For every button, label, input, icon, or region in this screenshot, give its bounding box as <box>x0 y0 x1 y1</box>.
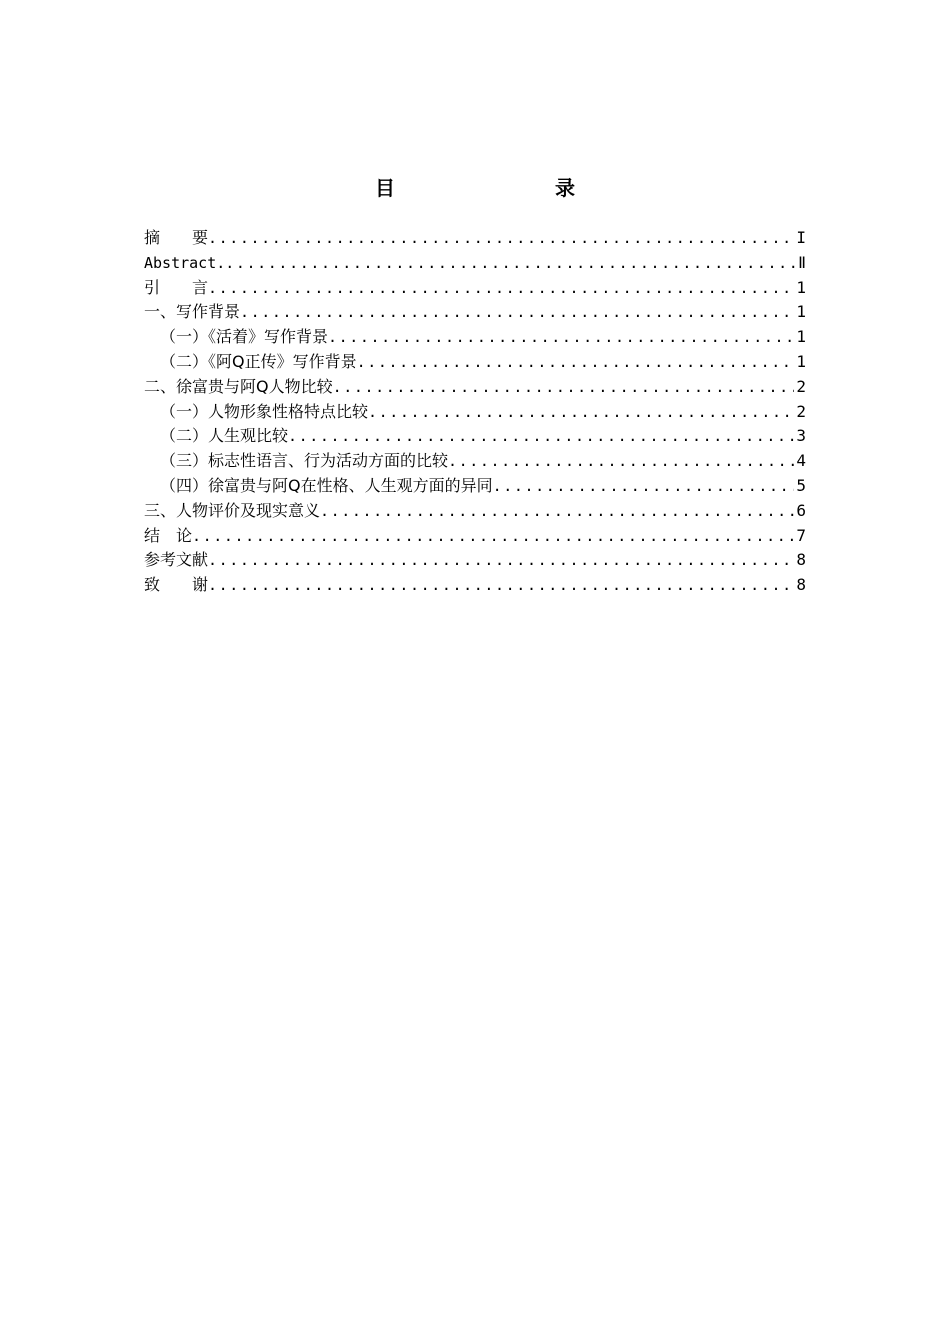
toc-entry-label: （四）徐富贵与阿Q在性格、人生观方面的异同 <box>160 475 493 495</box>
dot-leader <box>368 400 794 425</box>
toc-entry[interactable] <box>144 400 806 425</box>
toc-entry[interactable] <box>144 424 806 449</box>
dot-leader <box>320 499 794 524</box>
toc-entry-page: Ⅱ <box>798 252 806 272</box>
toc-entry-label: （二）《阿Q正传》写作背景 <box>160 351 357 371</box>
toc-entry-page: 1 <box>796 277 806 297</box>
dot-leader <box>208 276 794 301</box>
toc-entry-label: 一、写作背景 <box>144 302 241 322</box>
toc-entry-page: I <box>796 228 806 247</box>
toc-entry-label: 二、徐富贵与阿Q人物比较 <box>144 376 333 396</box>
toc-entry[interactable] <box>144 573 806 598</box>
toc-entry[interactable] <box>144 350 806 375</box>
table-of-contents <box>144 226 806 598</box>
dot-leader <box>493 474 795 499</box>
toc-entry[interactable] <box>144 449 806 474</box>
toc-entry-label: （一）人物形象性格特点比较 <box>160 401 369 421</box>
toc-entry[interactable] <box>144 251 806 276</box>
toc-entry[interactable] <box>144 548 806 573</box>
toc-entry-page: 1 <box>796 302 806 322</box>
toc-entry[interactable] <box>144 375 806 400</box>
toc-entry-label: 结 论 <box>144 525 193 545</box>
dot-leader <box>448 449 794 474</box>
dot-leader <box>357 350 795 375</box>
toc-entry[interactable] <box>144 524 806 549</box>
toc-entry[interactable] <box>144 474 806 499</box>
toc-entry-page: 7 <box>796 525 806 545</box>
dot-leader <box>288 424 794 449</box>
toc-entry[interactable] <box>144 300 806 325</box>
toc-entry-page: 4 <box>796 451 806 471</box>
toc-title: 目 录 <box>375 176 615 200</box>
toc-entry-label: 摘 要 <box>144 228 209 247</box>
dot-leader <box>328 325 794 350</box>
toc-entry[interactable] <box>144 226 806 251</box>
toc-entry-page: 2 <box>796 401 806 421</box>
toc-entry-label: 三、人物评价及现实意义 <box>144 500 321 520</box>
toc-entry[interactable] <box>144 276 806 301</box>
dot-leader <box>208 573 794 598</box>
toc-entry-label: 致 谢 <box>144 575 209 595</box>
dot-leader <box>208 548 794 573</box>
toc-entry[interactable] <box>144 325 806 350</box>
dot-leader <box>240 300 794 325</box>
toc-entry-label: 引 言 <box>144 277 209 297</box>
dot-leader <box>208 226 794 251</box>
toc-entry-page: 3 <box>796 426 806 446</box>
toc-entry-label: Abstract. <box>144 253 226 272</box>
toc-entry-label: （三）标志性语言、行为活动方面的比较 <box>160 451 449 471</box>
dot-leader <box>225 251 796 276</box>
toc-entry-page: 1 <box>796 351 806 371</box>
toc-entry-page: 8 <box>796 550 806 570</box>
toc-entry[interactable] <box>144 499 806 524</box>
dot-leader <box>333 375 795 400</box>
toc-entry-page: 6 <box>796 500 806 520</box>
toc-entry-label: 参考文献 <box>144 550 209 570</box>
toc-entry-page: 1 <box>796 327 806 347</box>
toc-entry-page: 5 <box>796 475 806 495</box>
toc-entry-label: （一）《活着》写作背景 <box>160 327 329 347</box>
toc-entry-page: 2 <box>796 376 806 396</box>
toc-entry-label: （二）人生观比较 <box>160 426 289 446</box>
toc-entry-page: 8 <box>796 575 806 595</box>
dot-leader <box>192 524 794 549</box>
